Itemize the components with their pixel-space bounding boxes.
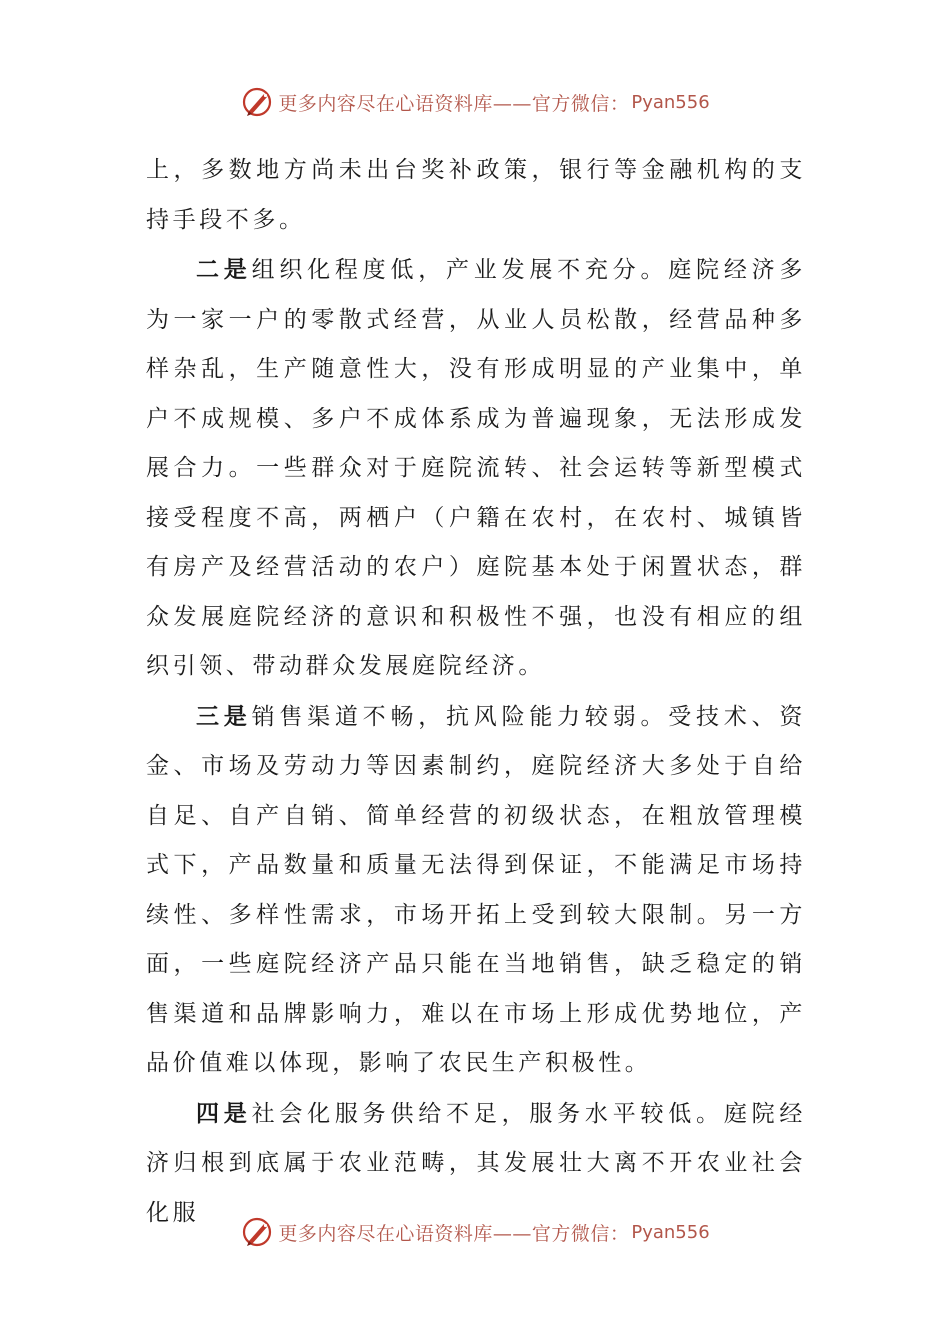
header-site-text: 更多内容尽在心语资料库——官方微信：: [278, 92, 630, 115]
paragraph-text: 销售渠道不畅，抗风险能力较弱。受技术、资金、市场及劳动力等因素制约，庭院经济大多处于自给自足、自产自销、简单经营的初级状态，在粗放管理模式下，产品数量和质量无法得到保证，不能满足市场持续性、多样性需求，市场开拓上受到较大限制。另一方面，一些庭院经济产品只能在当地销售，缺乏稳定的销售渠道和品牌影响力，难以在市场上形成优势地位，产品价值难以体现，影响了农民生产积极性。: [146, 703, 806, 1076]
footer-watermark: [0, 1212, 950, 1252]
header-wechat-id: Pyan556: [631, 91, 710, 113]
paragraph-text: 上，多数地方尚未出台奖补政策，银行等金融机构的支持手段不多。: [146, 157, 806, 233]
paragraph-point-three: [146, 692, 806, 1089]
document-body: [146, 146, 806, 1238]
paragraph-text: 社会化服务供给不足，服务水平较低。庭院经济归根到底属于农业范畴，其发展壮大离不开农业社会化服: [146, 1100, 806, 1226]
paragraph-lead: 四是: [196, 1099, 252, 1127]
paragraph-lead: 二是: [196, 256, 252, 283]
paragraph-continued: [146, 146, 806, 245]
paragraph-point-two: [146, 245, 806, 692]
pen-logo-icon: [240, 1215, 274, 1249]
paragraph-lead: 三是: [196, 702, 252, 730]
footer-site-text: 更多内容尽在心语资料库——官方微信：: [278, 1222, 630, 1245]
footer-wechat-id: Pyan556: [631, 1221, 710, 1243]
pen-logo-icon: [240, 85, 274, 119]
paragraph-text: 组织化程度低，产业发展不充分。庭院经济多为一家一户的零散式经营，从业人员松散，经营品种多样杂乱，生产随意性大，没有形成明显的产业集中，单户不成规模、多户不成体系成为普遍现象，无法形成发展合力。一些群众对于庭院流转、社会运转等新型模式接受程度不高，两栖户（户籍在农村，在农村、城镇皆有房产及经营活动的农户）庭院基本处于闲置状态，群众发展庭院经济的意识和积极性不强，也没有相应的组织引领、带动群众发展庭院经济。: [146, 257, 806, 679]
header-watermark: [0, 82, 950, 122]
